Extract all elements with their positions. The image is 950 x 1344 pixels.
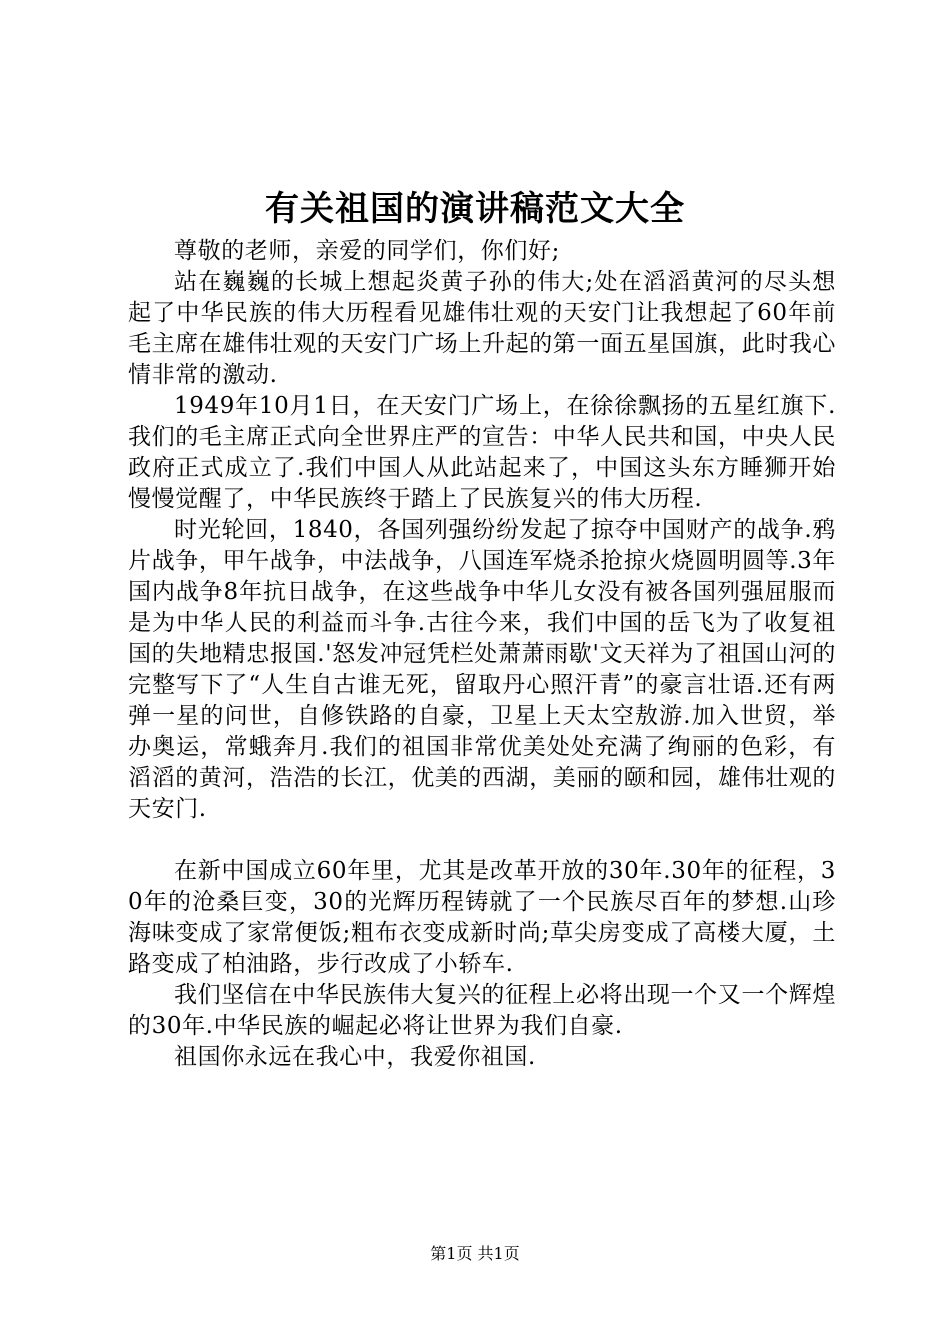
paragraph-great-wall: 站在巍巍的长城上想起炎黄子孙的伟大;处在滔滔黄河的尽头想起了中华民族的伟大历程看见雄伟壮观的天安门让我想起了60年前毛主席在雄伟壮观的天安门广场上升起的第一面五星国旗，此时我心情非常的激动. bbox=[128, 269, 836, 388]
page-footer: 第1页 共1页 bbox=[430, 1244, 520, 1263]
document-title: 有关祖国的演讲稿范文大全 bbox=[265, 189, 685, 229]
paragraph-history: 时光轮回，1840，各国列强纷纷发起了掠夺中国财产的战争.鸦片战争，甲午战争，中法战争，八国连军烧杀抢掠火烧圆明圆等.3年国内战争8年抗日战争，在这些战争中华儿女没有被各国列强屈服而是为中华人民的利益而斗争.古往今来，我们中国的岳飞为了收复祖国的失地精忠报国.'怒发冲冠凭栏处萧萧雨歇'文天祥为了祖国山河的完整写下了“人生自古谁无死，留取丹心照汗青”的豪言壮语.还有两弹一星的问世，自修铁路的自豪，卫星上天太空敖游.加入世贸，举办奥运，常蛾奔月.我们的祖国非常优美处处充满了绚丽的色彩，有滔滔的黄河，浩浩的长江，优美的西湖，美丽的颐和园，雄伟壮观的天安门. bbox=[128, 517, 836, 822]
paragraph-reform: 在新中国成立60年里，尤其是改革开放的30年.30年的征程，30年的沧桑巨变，30的光辉历程铸就了一个民族尽百年的梦想.山珍海味变成了家常便饭;粗布衣变成新时尚;草尖房变成了高楼大厦，土路变成了柏油路，步行改成了小轿车. bbox=[128, 858, 836, 977]
paragraph-founding: 1949年10月1日，在天安门广场上，在徐徐飘扬的五星红旗下.我们的毛主席正式向全世界庄严的宣告：中华人民共和国，中央人民政府正式成立了.我们中国人从此站起来了，中国这头东方睡狮开始慢慢觉醒了，中华民族终于踏上了民族复兴的伟大历程. bbox=[128, 393, 836, 512]
paragraph-belief: 我们坚信在中华民族伟大复兴的征程上必将出现一个又一个辉煌的30年.中华民族的崛起必将让世界为我们自豪. bbox=[128, 982, 836, 1039]
paragraph-closing: 祖国你永远在我心中，我爱你祖国. bbox=[174, 1044, 536, 1070]
paragraph-spacer bbox=[128, 825, 836, 856]
paragraph-greeting: 尊敬的老师，亲爱的同学们，你们好; bbox=[174, 238, 560, 264]
document-body bbox=[128, 236, 836, 1073]
